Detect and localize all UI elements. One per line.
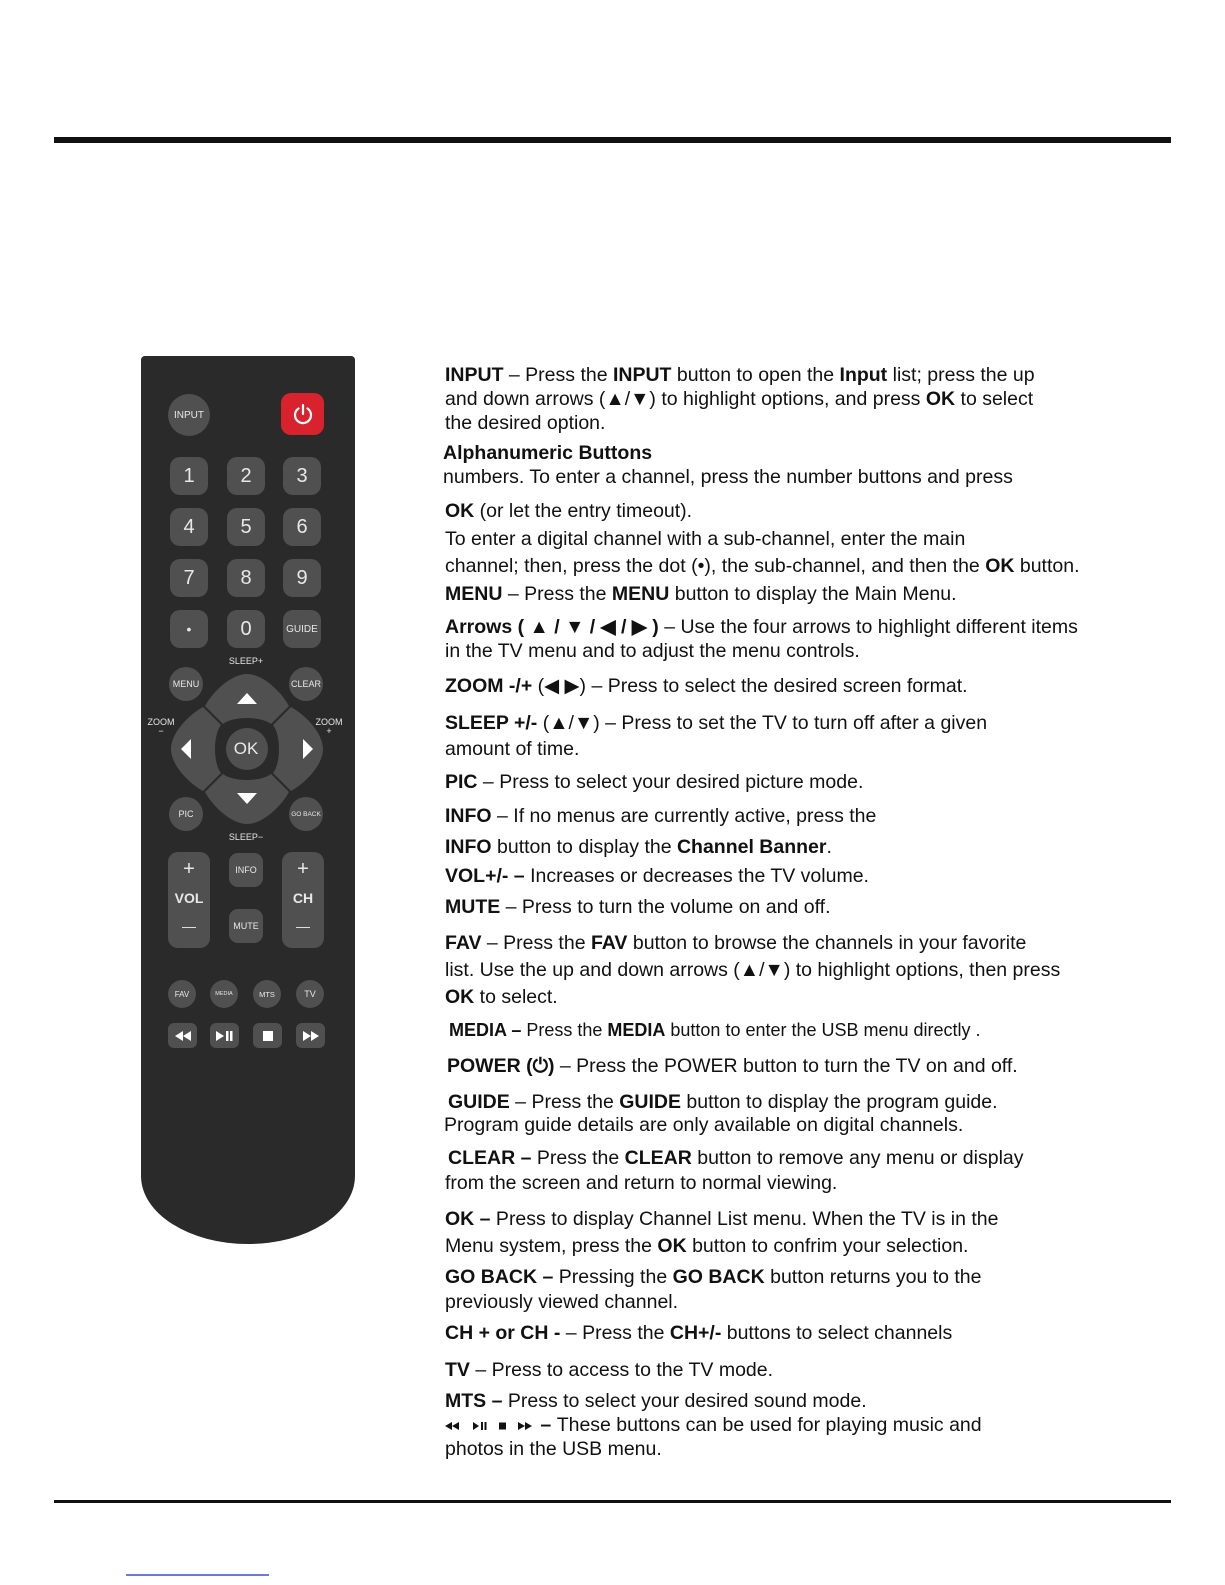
fav-button: FAV: [168, 980, 196, 1008]
desc-arrows: Arrows ( ▲ / ▼ / ◀ / ▶ ) – Use the four arrows to highlight different items in the TV menu and to adjust the menu controls.: [445, 616, 1078, 662]
info-button: INFO: [229, 853, 263, 887]
dot-button: •: [170, 610, 208, 648]
number-7-button: 7: [170, 559, 208, 597]
vol-label: VOL: [174, 890, 204, 906]
ch-plus: +: [297, 858, 309, 880]
desc-tv: TV – Press to access to the TV mode.: [445, 1359, 774, 1381]
channel-rocker: [282, 852, 324, 948]
number-2-button: 2: [227, 457, 265, 495]
desc-power: POWER (⏻) – Press the POWER button to turn the TV on and off.: [447, 1055, 1018, 1077]
desc-go-back: GO BACK – Pressing the GO BACK button returns you to the previously viewed channel.: [445, 1266, 982, 1313]
ok-label: OK: [233, 739, 259, 758]
pic-button: PIC: [169, 797, 203, 831]
desc-info: INFO – If no menus are currently active, press the INFO button to display the Channel Banner.: [445, 805, 877, 858]
desc-alphanumeric: Alphanumeric Buttons numbers. To enter a channel, press the number buttons and press: [443, 442, 1013, 488]
desc-zoom: ZOOM -/+ (◀ ▶) – Press to select the desired screen format.: [445, 675, 968, 697]
mts-button: MTS: [253, 980, 281, 1008]
fast-forward-icon: [303, 1031, 319, 1041]
number-4-button: 4: [170, 508, 208, 546]
stop-icon: [499, 1422, 506, 1429]
desc-clear-detail: from the screen and return to normal viewing.: [445, 1172, 838, 1194]
play-pause-button: [210, 1023, 239, 1048]
desc-media: MEDIA – Press the MEDIA button to enter the USB menu directly .: [449, 1020, 981, 1040]
vol-plus: +: [183, 858, 195, 880]
dpad-right: [273, 707, 323, 791]
number-1-button: 1: [170, 457, 208, 495]
stop-button: [253, 1023, 282, 1048]
desc-ok: OK – Press to display Channel List menu. When the TV is in the Menu system, press the OK button to confrim your selection.: [445, 1208, 999, 1257]
desc-menu: MENU – Press the MENU button to display the Main Menu.: [445, 583, 957, 605]
ch-label: CH: [292, 890, 314, 906]
desc-alphanumeric-ok: OK (or let the entry timeout).: [445, 500, 693, 522]
tv-button: TV: [296, 980, 324, 1008]
media-keys-icons: [445, 1420, 535, 1432]
desc-media-keys: – These buttons can be used for playing music and photos in the USB menu.: [445, 1414, 982, 1460]
number-8-button: 8: [227, 559, 265, 597]
desc-mute: MUTE – Press to turn the volume on and off.: [445, 896, 831, 918]
input-button: INPUT: [168, 394, 210, 436]
stop-icon: [263, 1031, 273, 1041]
zoom-plus-sign: +: [326, 726, 332, 736]
number-6-button: 6: [283, 508, 321, 546]
fast-forward-button: [296, 1023, 325, 1048]
desc-ch: CH + or CH - – Press the CH+/- buttons to select channels: [445, 1322, 953, 1344]
go-back-button: GO BACK: [289, 797, 323, 831]
volume-rocker: [168, 852, 210, 948]
number-0-button: 0: [227, 610, 265, 648]
menu-button: MENU: [169, 667, 203, 701]
desc-alphanumeric-sub: To enter a digital channel with a sub-channel, enter the main channel; then, press the dot (•), the sub-channel, and then the OK button.: [445, 528, 1080, 577]
guide-button: GUIDE: [283, 610, 321, 648]
ch-minus: —: [296, 918, 310, 934]
desc-fav: FAV – Press the FAV button to browse the channels in your favorite list. Use the up and down arrows (▲/▼) to highlight options, then press OK to select.: [445, 932, 1061, 1008]
vol-minus: —: [182, 918, 196, 934]
desc-guide: GUIDE – Press the GUIDE button to display the program guide.: [448, 1091, 998, 1113]
sleep-minus-label: SLEEP−: [228, 832, 264, 842]
desc-mts: MTS – Press to select your desired sound mode.: [445, 1390, 867, 1412]
rewind-icon: [175, 1031, 191, 1041]
desc-clear: CLEAR – Press the CLEAR button to remove any menu or display: [448, 1147, 1024, 1169]
rewind-button: [168, 1023, 197, 1048]
fast-forward-icon: [518, 1422, 532, 1430]
power-icon: [291, 402, 315, 426]
desc-vol: VOL+/- – Increases or decreases the TV volume.: [445, 865, 869, 887]
zoom-word: ZOOM: [315, 717, 343, 727]
remote-control-illustration: [141, 356, 355, 1244]
zoom-minus-sign: −: [158, 726, 164, 736]
play-pause-icon: [473, 1422, 487, 1430]
desc-sleep: SLEEP +/- (▲/▼) – Press to set the TV to turn off after a given amount of time.: [445, 712, 988, 760]
sleep-plus-label: SLEEP+: [228, 656, 264, 666]
zoom-word: ZOOM: [147, 717, 175, 727]
top-rule: [54, 137, 1171, 143]
clear-button: CLEAR: [289, 667, 323, 701]
power-button: [281, 393, 324, 435]
number-3-button: 3: [283, 457, 321, 495]
rewind-icon: [445, 1422, 459, 1430]
dpad-left: [171, 707, 221, 791]
footer-link-underline: [126, 1574, 269, 1576]
number-5-button: 5: [227, 508, 265, 546]
mute-button: MUTE: [229, 909, 263, 943]
media-button: MEDIA: [210, 980, 238, 1008]
bottom-rule: [54, 1500, 1171, 1503]
desc-pic: PIC – Press to select your desired picture mode.: [445, 771, 864, 793]
number-9-button: 9: [283, 559, 321, 597]
desc-input: INPUT – Press the INPUT button to open the Input list; press the up and down arrows (▲/▼) to highlight options, and press OK to select the desired option.: [445, 364, 1035, 434]
desc-guide-detail: Program guide details are only available on digital channels.: [444, 1114, 964, 1136]
play-pause-icon: [216, 1031, 233, 1041]
